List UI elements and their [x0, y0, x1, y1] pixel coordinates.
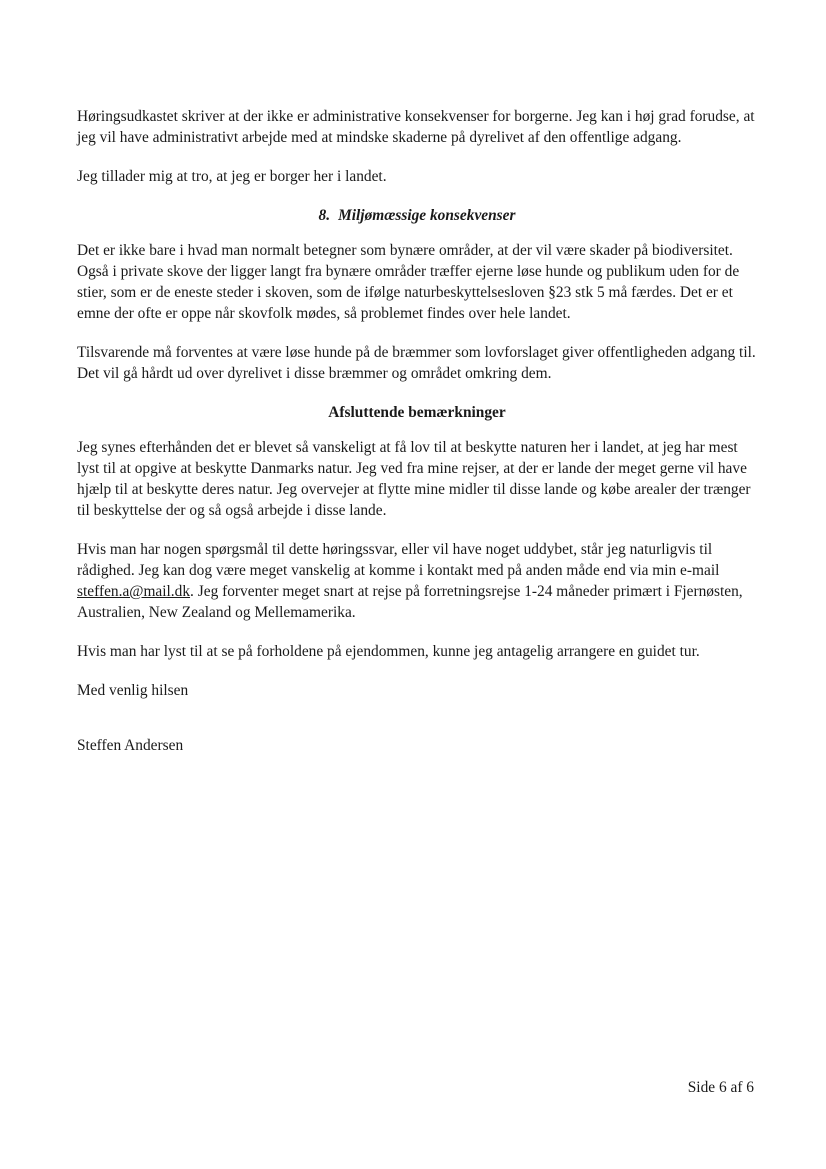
section-number: 8. — [318, 207, 331, 224]
paragraph-contact — [77, 539, 757, 623]
paragraph-biodiversity: Det er ikke bare i hvad man normalt betegner som bynære områder, at der vil være skader på biodiversitet. Også i private skove der ligger langt fra bynære områder træffer ejerne løse hunde og publikum uden for de stier, som er de eneste steder i skoven, som de ifølge naturbeskyttelsesloven §23 stk 5 må færdes. Det er et emne der ofte er oppe når skovfolk mødes, så problemet findes over hele landet. — [77, 242, 740, 322]
section-heading-environmental — [77, 205, 757, 226]
contact-text-before: Hvis man har nogen spørgsmål til dette høringssvar, eller vil have noget uddybet, står jeg naturligvis til rådighed. Jeg kan dog være meget vanskelig at komme i kontakt med på anden måde end via min e-mail — [77, 541, 720, 579]
contact-text-after: . Jeg forventer meget snart at rejse på forretningsrejse 1-24 måneder primært i Fjernøsten, Australien, New Zealand og Mellemamerika. — [77, 583, 743, 621]
paragraph-guided-tour: Hvis man har lyst til at se på forholdene på ejendommen, kunne jeg antagelig arrangere en guidet tur. — [77, 643, 700, 660]
section-title: Miljømæssige konsekvenser — [338, 207, 516, 224]
page-number: Side 6 af 6 — [687, 1079, 754, 1096]
section-heading-closing: Afsluttende bemærkninger — [328, 404, 506, 421]
signature-name: Steffen Andersen — [77, 737, 184, 754]
sign-off: Med venlig hilsen — [77, 682, 189, 699]
paragraph-citizen: Jeg tillader mig at tro, at jeg er borger her i landet. — [77, 168, 387, 185]
document-body — [77, 106, 757, 756]
paragraph-dogs: Tilsvarende må forventes at være løse hunde på de bræmmer som lovforslaget giver offentligheden adgang til. Det vil gå hårdt ud over dyrelivet i disse bræmmer og området omkring dem. — [77, 344, 756, 382]
paragraph-protection: Jeg synes efterhånden det er blevet så vanskeligt at få lov til at beskytte naturen her i landet, at jeg har mest lyst til at opgive at beskytte Danmarks natur. Jeg ved fra mine rejser, at der er lande der meget gerne vil have hjælp til at beskytte deres natur. Jeg overvejer at flytte mine midler til disse lande og købe arealer der trænger til beskyttelse der og så også arbejde i disse lande. — [77, 439, 751, 519]
paragraph-administrative: Høringsudkastet skriver at der ikke er administrative konsekvenser for borgerne. Jeg kan i høj grad forudse, at jeg vil have administrativt arbejde med at mindske skaderne på dyrelivet af den offentlige adgang. — [77, 108, 755, 146]
email-link[interactable]: steffen.a@mail.dk — [77, 583, 191, 600]
